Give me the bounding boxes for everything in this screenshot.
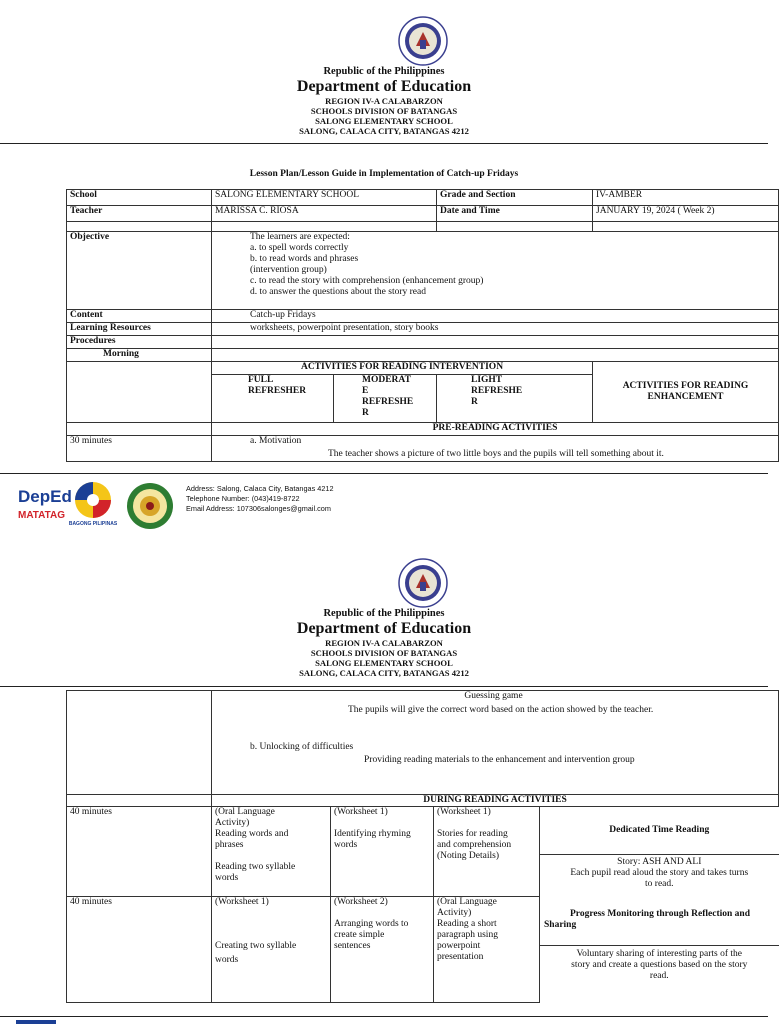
objective-cell: [212, 232, 779, 310]
row1-enhancement-text: Story: ASH AND ALI Each pupil read aloud the story and takes turns to read.: [570, 857, 749, 889]
school-address-line: SALONG, CALACA CITY, BATANGAS 4212: [299, 126, 469, 136]
date-label: Date and Time: [437, 206, 593, 222]
lesson-plan-table: [66, 189, 779, 462]
date-value: JANUARY 19, 2024 ( Week 2): [593, 206, 779, 222]
svg-text:MATATAG: MATATAG: [18, 510, 66, 521]
objective-item: d. to answer the questions about the story read: [250, 287, 426, 297]
content-label: Content: [67, 310, 212, 323]
motivation-text: The teacher shows a picture of two little boys and the pupils will tell something about it.: [328, 449, 664, 459]
content-value: Catch-up Fridays: [212, 310, 779, 323]
division-line: SCHOOLS DIVISION OF BATANGAS: [310, 648, 458, 658]
footer-address-block: [186, 484, 334, 514]
teacher-label: Teacher: [67, 206, 212, 222]
footer-divider: [0, 473, 768, 474]
row2-full-refresher: (Worksheet 1) Creating two syllable words: [212, 897, 331, 1003]
department-name: Department of Education: [296, 78, 472, 95]
row1-enhancement: [540, 807, 779, 897]
objective-label: Objective: [67, 232, 212, 310]
moderate-refresher-header: MODERAT E REFRESHE R: [334, 375, 437, 423]
intervention-header: ACTIVITIES FOR READING INTERVENTION: [212, 362, 593, 375]
school-address-line: SALONG, CALACA CITY, BATANGAS 4212: [299, 668, 469, 678]
lesson-plan-table-continued: [66, 690, 779, 1003]
row2-enhancement: [540, 897, 779, 1003]
header-divider: [0, 686, 768, 687]
page2-footer-logo-strip: [16, 1020, 56, 1024]
row2-time: 40 minutes: [67, 897, 212, 1003]
department-name: Department of Education: [296, 620, 472, 637]
procedures-label: Procedures: [67, 336, 212, 349]
light-refresher-header: LIGHT REFRESHE R: [437, 375, 593, 423]
during-reading-header: DURING READING ACTIVITIES: [212, 795, 779, 807]
objective-intro: The learners are expected:: [250, 232, 350, 242]
pre-reading-time: 30 minutes: [67, 436, 212, 462]
page1-header: [0, 66, 768, 136]
school-line: SALONG ELEMENTARY SCHOOL: [315, 116, 453, 126]
row2-moderate-refresher: (Worksheet 2) Arranging words to create simple sentences: [331, 897, 434, 1003]
objective-item: (intervention group): [250, 265, 327, 275]
enhancement-header: ACTIVITIES FOR READING ENHANCEMENT: [593, 362, 779, 423]
school-seal-icon: [126, 482, 174, 530]
school-label: School: [67, 190, 212, 206]
deped-matatag-logo-icon: [16, 482, 72, 524]
row1-moderate-refresher: (Worksheet 1) Identifying rhyming words: [331, 807, 434, 897]
row2-enhancement-title: Progress Monitoring through Reflection and Sharing: [540, 897, 779, 946]
page2-header: [0, 608, 768, 678]
morning-label: Morning: [67, 349, 212, 362]
region-line: REGION IV-A CALABARZON: [325, 638, 443, 648]
footer-address: Address: Salong, Calaca City, Batangas 4212: [186, 484, 334, 493]
resources-label: Learning Resources: [67, 323, 212, 336]
guessing-game-text: The pupils will give the correct word based on the action showed by the teacher.: [348, 705, 654, 715]
republic-line: Republic of the Philippines: [323, 66, 445, 77]
unlocking-label: b. Unlocking of difficulties: [250, 742, 354, 752]
bagong-pilipinas-logo-icon: [68, 480, 118, 526]
resources-value: worksheets, powerpoint presentation, story books: [212, 323, 779, 336]
republic-line: Republic of the Philippines: [323, 608, 445, 619]
row1-time: 40 minutes: [67, 807, 212, 897]
row2-enhancement-text: Voluntary sharing of interesting parts of the story and create a questions based on the story read.: [571, 948, 748, 981]
division-line: SCHOOLS DIVISION OF BATANGAS: [310, 106, 458, 116]
full-refresher-header: FULL REFRESHER: [212, 375, 334, 423]
svg-text:BAGONG PILIPINAS: BAGONG PILIPINAS: [68, 521, 118, 527]
grade-label: Grade and Section: [437, 190, 593, 206]
row1-full-refresher: (Oral Language Activity) Reading words and phrases Reading two syllable words: [212, 807, 331, 897]
guessing-game-label: Guessing game: [464, 691, 523, 701]
footer-phone: Telephone Number: (043)419-8722: [186, 494, 300, 503]
school-value: SALONG ELEMENTARY SCHOOL: [212, 190, 437, 206]
motivation-cell: [212, 436, 779, 462]
row2-light-refresher: (Oral Language Activity) Reading a short paragraph using powerpoint presentation: [434, 897, 540, 1003]
header-divider: [0, 143, 768, 144]
unlocking-text: Providing reading materials to the enhancement and intervention group: [364, 755, 635, 765]
row1-light-refresher: (Worksheet 1) Stories for reading and comprehension (Noting Details): [434, 807, 540, 897]
lesson-plan-title: Lesson Plan/Lesson Guide in Implementation of Catch-up Fridays: [249, 169, 519, 179]
deped-seal-icon: [398, 16, 448, 66]
row1-enhancement-title: Dedicated Time Reading: [540, 807, 779, 855]
page1-footer: [0, 478, 768, 530]
school-line: SALONG ELEMENTARY SCHOOL: [315, 658, 453, 668]
objective-item: c. to read the story with comprehension (enhancement group): [250, 276, 484, 286]
footer-divider: [0, 1016, 768, 1017]
svg-text:DepEd: DepEd: [18, 487, 72, 506]
teacher-value: MARISSA C. RIOSA: [212, 206, 437, 222]
region-line: REGION IV-A CALABARZON: [325, 96, 443, 106]
motivation-label: a. Motivation: [250, 436, 302, 446]
grade-value: IV-AMBER: [593, 190, 779, 206]
footer-email: Email Address: 107306salonges@gmail.com: [186, 504, 331, 513]
pre-reading-header: PRE-READING ACTIVITIES: [212, 423, 779, 436]
objective-item: a. to spell words correctly: [250, 243, 349, 253]
deped-seal-icon: [398, 558, 448, 608]
guessing-game-cell: [212, 691, 779, 795]
objective-item: b. to read words and phrases: [250, 254, 359, 264]
